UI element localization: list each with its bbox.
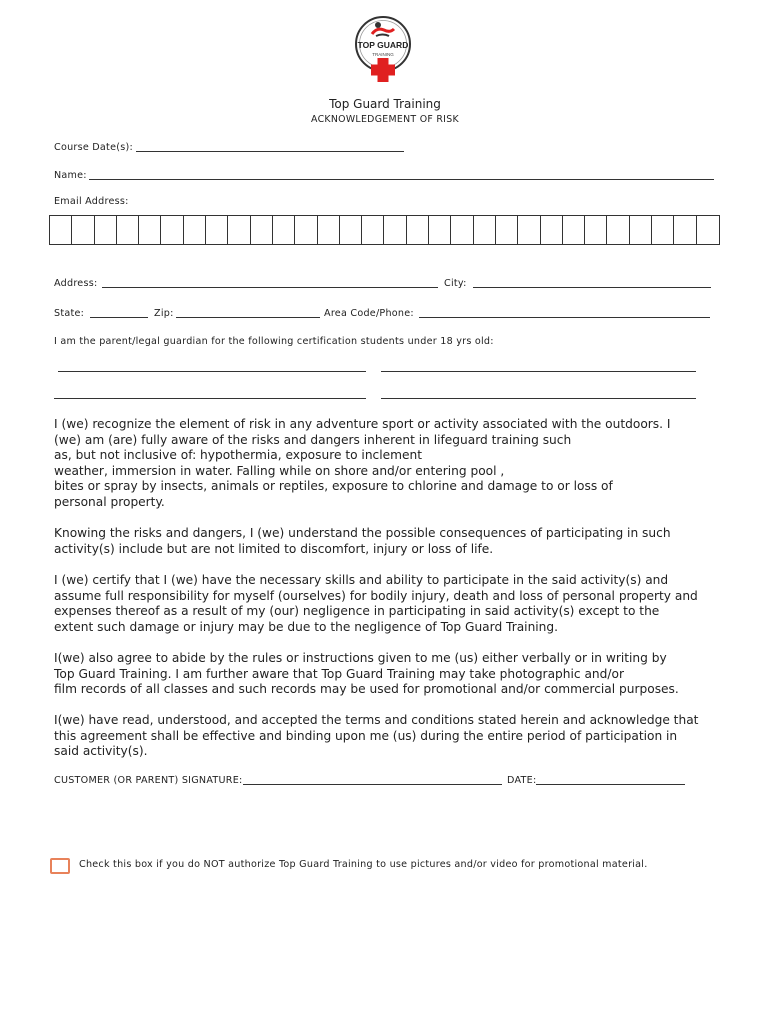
text-line: weather, immersion in water. Falling while on shore and/or entering pool , [54, 463, 505, 478]
text-line: I(we) also agree to abide by the rules or instructions given to me (us) either verbally or in writing by [54, 651, 667, 665]
text-line: expenses thereof as a result of my (our) negligence in participating in said activity(s) except to the [54, 604, 660, 619]
email-cell[interactable] [228, 216, 250, 244]
student-name-field-1[interactable] [58, 371, 366, 372]
text-line: this agreement shall be effective and binding upon me (us) during the entire period of participation in [54, 728, 678, 743]
text-line: film records of all classes and such records may be used for promotional and/or commercial purposes. [54, 682, 679, 697]
email-cell[interactable] [607, 216, 629, 244]
email-cell[interactable] [451, 216, 473, 244]
text-line: I (we) certify that I (we) have the necessary skills and ability to participate in the said activity(s) and [54, 573, 669, 587]
phone-field[interactable] [419, 317, 710, 318]
email-cell[interactable] [139, 216, 161, 244]
text-line: (we) am (are) fully aware of the risks and dangers inherent in lifeguard training such [54, 432, 572, 447]
email-cell[interactable] [407, 216, 429, 244]
zip-field[interactable] [176, 317, 320, 318]
name-label: Name: [54, 170, 87, 181]
phone-label: Area Code/Phone: [324, 308, 414, 319]
text-line: I (we) recognize the element of risk in any adventure sport or activity associated with the outdoors. I [54, 417, 671, 431]
signature-label: CUSTOMER (OR PARENT) SIGNATURE: [54, 775, 243, 786]
text-line: as, but not inclusive of: hypothermia, exposure to inclement [54, 448, 423, 463]
svg-text:TOP GUARD: TOP GUARD [357, 40, 409, 50]
name-field[interactable] [89, 179, 714, 180]
text-line: assume full responsibility for myself (ourselves) for bodily injury, death and loss of personal property and [54, 588, 698, 603]
email-cell[interactable] [541, 216, 563, 244]
email-cell[interactable] [206, 216, 228, 244]
email-cell[interactable] [95, 216, 117, 244]
text-line: personal property. [54, 494, 165, 509]
email-cell[interactable] [630, 216, 652, 244]
email-cell[interactable] [518, 216, 540, 244]
student-name-field-3[interactable] [54, 398, 366, 399]
email-cell[interactable] [340, 216, 362, 244]
address-field[interactable] [102, 287, 438, 288]
no-photo-consent-label: Check this box if you do NOT authorize Top Guard Training to use pictures and/or video for promotional material. [79, 859, 648, 870]
city-field[interactable] [473, 287, 711, 288]
state-field[interactable] [90, 317, 148, 318]
email-label: Email Address: [54, 196, 129, 207]
email-cell[interactable] [295, 216, 317, 244]
zip-label: Zip: [154, 308, 174, 319]
no-photo-consent-checkbox[interactable] [50, 858, 70, 874]
email-cell[interactable] [674, 216, 696, 244]
email-cell[interactable] [652, 216, 674, 244]
document-title: Top Guard Training [329, 97, 441, 111]
text-line: Top Guard Training. I am further aware that Top Guard Training may take photographic and/or [54, 666, 624, 681]
svg-text:TRAINING: TRAINING [372, 52, 394, 57]
city-label: City: [444, 278, 467, 289]
email-cell[interactable] [362, 216, 384, 244]
email-cell[interactable] [184, 216, 206, 244]
email-cell[interactable] [50, 216, 72, 244]
state-label: State: [54, 308, 85, 319]
consequences-paragraph [54, 526, 719, 557]
email-cell[interactable] [161, 216, 183, 244]
address-label: Address: [54, 278, 98, 289]
email-cell[interactable] [474, 216, 496, 244]
course-dates-label: Course Date(s): [54, 142, 133, 153]
email-cell[interactable] [563, 216, 585, 244]
top-guard-logo-icon [346, 14, 422, 82]
certification-paragraph [54, 573, 719, 635]
date-field[interactable] [536, 784, 685, 785]
email-character-grid[interactable] [49, 215, 720, 245]
email-cell[interactable] [384, 216, 406, 244]
student-name-field-4[interactable] [381, 398, 696, 399]
text-line: Knowing the risks and dangers, I (we) understand the possible consequences of participating in such [54, 526, 671, 540]
date-label: DATE: [507, 775, 537, 786]
text-line: bites or spray by insects, animals or reptiles, exposure to chlorine and damage to or loss of [54, 479, 613, 494]
student-name-field-2[interactable] [381, 371, 696, 372]
email-cell[interactable] [273, 216, 295, 244]
email-cell[interactable] [72, 216, 94, 244]
logo [346, 14, 422, 82]
email-cell[interactable] [318, 216, 340, 244]
document-subtitle: ACKNOWLEDGEMENT OF RISK [311, 114, 459, 125]
text-line: I(we) have read, understood, and accepted the terms and conditions stated herein and acknowledge that [54, 713, 699, 727]
course-dates-field[interactable] [136, 151, 404, 152]
email-cell[interactable] [496, 216, 518, 244]
email-cell[interactable] [429, 216, 451, 244]
email-cell[interactable] [251, 216, 273, 244]
email-cell[interactable] [585, 216, 607, 244]
guardian-statement: I am the parent/legal guardian for the following certification students under 18 yrs old: [54, 336, 494, 347]
rules-paragraph [54, 651, 719, 698]
text-line: said activity(s). [54, 744, 148, 759]
risk-paragraph [54, 417, 719, 511]
acceptance-paragraph [54, 713, 719, 760]
signature-field[interactable] [243, 784, 502, 785]
text-line: activity(s) include but are not limited to discomfort, injury or loss of life. [54, 541, 494, 556]
email-cell[interactable] [697, 216, 719, 244]
email-cell[interactable] [117, 216, 139, 244]
text-line: extent such damage or injury may be due to the negligence of Top Guard Training. [54, 619, 559, 634]
